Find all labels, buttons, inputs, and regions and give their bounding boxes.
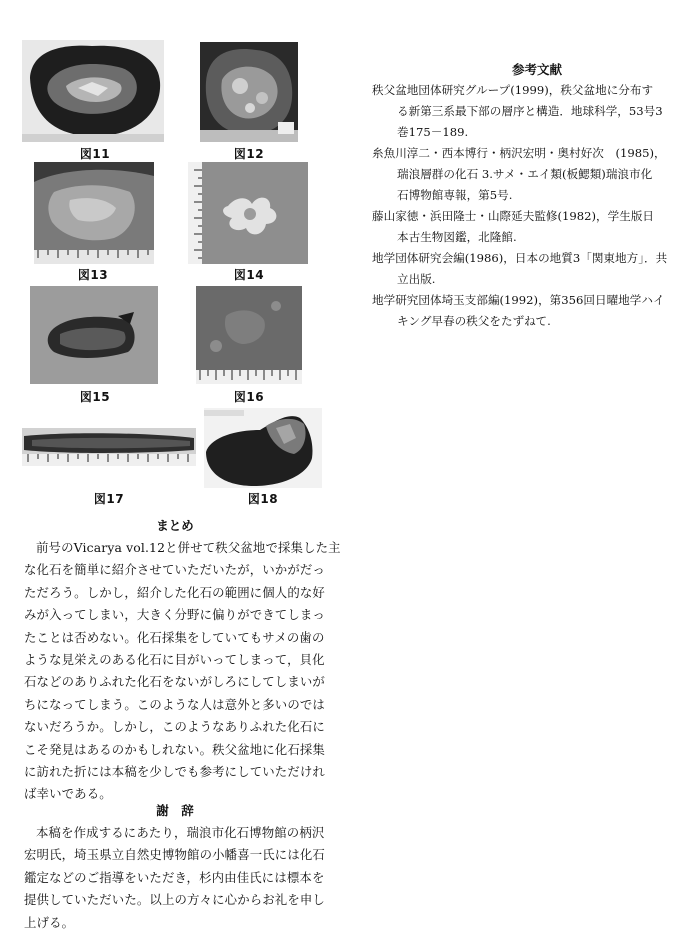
summary-line: ただろう。しかし，紹介した化石の範囲に個人的な好 <box>24 584 325 600</box>
figure-11-caption: 図11 <box>79 147 111 161</box>
acknowledgements-heading: 謝 辞 <box>156 803 194 818</box>
acknowledgements-line: 鑑定などのご指導をいただき，杉内由佳氏には標本を <box>24 869 325 885</box>
reference-line: 藤山家徳・浜田隆士・山際延夫監修(1982)，学生版日 <box>372 209 655 223</box>
reference-line: 地学研究団体埼玉支部編(1992)，第356回日曜地学ハイ <box>372 293 665 307</box>
acknowledgements-body <box>24 822 354 934</box>
summary-heading: まとめ <box>156 518 194 533</box>
figure-12-caption: 図12 <box>233 147 265 161</box>
fossil-photo-13 <box>34 162 154 264</box>
figure-17 <box>22 428 196 466</box>
acknowledgements-line: 上げる。 <box>24 914 75 930</box>
reference-entry <box>372 248 694 290</box>
figure-13 <box>34 162 154 264</box>
figure-15-caption: 図15 <box>79 390 111 404</box>
figure-14-caption: 図14 <box>233 268 265 282</box>
acknowledgements-line: 本稿を作成するにあたり，瑞浪市化石博物館の柄沢 <box>36 825 325 840</box>
figure-12 <box>200 42 298 142</box>
reference-line: る新第三系最下部の層序と構造．地球科学，53号3 <box>397 104 663 118</box>
reference-entry <box>372 80 694 143</box>
summary-body <box>24 537 354 806</box>
reference-line: キング早春の秩父をたずねて. <box>397 314 551 328</box>
summary-line: ば幸いである。 <box>24 786 112 802</box>
fossil-photo-12 <box>200 42 298 142</box>
figure-16-caption: 図16 <box>233 390 265 404</box>
reference-entry <box>372 206 694 248</box>
reference-line: 石博物館専報，第5号. <box>397 188 513 202</box>
summary-line: ような見栄えのある化石に目がいってしまって，貝化 <box>24 652 325 668</box>
fossil-photo-11 <box>22 40 164 142</box>
reference-entry <box>372 143 694 206</box>
summary-line: こそ発見はあるのかもしれない。秩父盆地に化石採集 <box>24 741 325 757</box>
fossil-photo-15 <box>30 286 158 384</box>
figure-17-caption: 図17 <box>93 492 125 506</box>
reference-line: 立出版. <box>397 272 436 286</box>
summary-line: ないだろうか。しかし，このようなありふれた化石に <box>24 719 325 735</box>
figure-11 <box>22 40 164 142</box>
fossil-photo-14 <box>188 162 308 264</box>
figure-15 <box>30 286 158 384</box>
summary-line: 前号のVicarya vol.12と併せて秩父盆地で採集した主 <box>36 540 341 555</box>
reference-line: 糸魚川淳二・西本博行・柄沢宏明・奥村好次 (1985)， <box>372 146 666 160</box>
fossil-photo-17 <box>22 428 196 466</box>
reference-line: 地学団体研究会編(1986)，日本の地質3「関東地方」．共 <box>372 251 668 265</box>
acknowledgements-line: 宏明氏，埼玉県立自然史博物館の小幡喜一氏には化石 <box>24 847 325 863</box>
summary-line: ちになってしまう。このような人は意外と多いのでは <box>24 696 325 712</box>
reference-line: 本古生物図鑑，北隆館. <box>397 230 517 244</box>
reference-line: 瑞浪層群の化石 3.サメ・エイ類(板鰓類)瑞浪市化 <box>397 167 653 181</box>
summary-line: に訪れた折には本稿を少しでも参考にしていただけれ <box>24 764 325 780</box>
figure-14 <box>188 162 308 264</box>
reference-line: 秩父盆地団体研究グループ(1999)，秩父盆地に分布す <box>372 83 654 97</box>
figure-18 <box>204 408 322 488</box>
summary-line: みが入ってしまい，大きく分野に偏りができてしまっ <box>24 607 325 623</box>
fossil-photo-18 <box>204 408 322 488</box>
figure-16 <box>196 286 302 384</box>
figure-13-caption: 図13 <box>77 268 109 282</box>
summary-line: たことは否めない。化石採集をしていてもサメの歯の <box>24 629 325 645</box>
fossil-photo-16 <box>196 286 302 384</box>
summary-line: な化石を簡単に紹介させていただいたが，いかがだっ <box>24 562 325 578</box>
summary-line: 石などのありふれた化石をないがしろにしてしまいが <box>24 674 325 690</box>
figure-18-caption: 図18 <box>247 492 279 506</box>
acknowledgements-line: 提供していただいた。以上の方々に心からお礼を申し <box>24 892 325 908</box>
references-list <box>372 80 694 332</box>
references-heading: 参考文献 <box>511 62 562 77</box>
reference-line: 巻175－189. <box>397 125 469 139</box>
reference-entry <box>372 290 694 332</box>
